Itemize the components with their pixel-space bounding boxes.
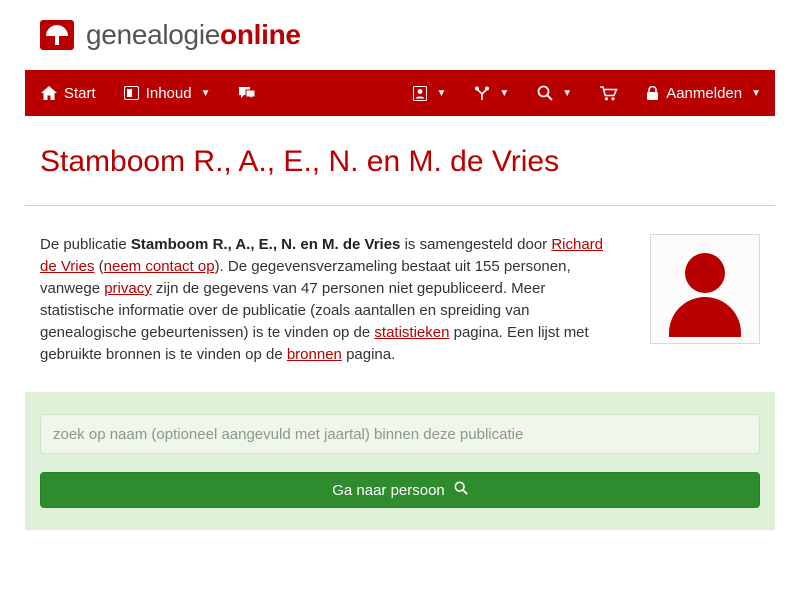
statistics-link[interactable]: statistieken — [374, 324, 450, 341]
nav-item-start-label: Start — [64, 84, 96, 102]
sources-link[interactable]: bronnen — [286, 346, 342, 363]
person-search-panel — [25, 392, 775, 530]
nav-item-cart[interactable] — [586, 70, 632, 116]
main-navigation — [25, 70, 775, 116]
contact-link[interactable]: neem contact op — [103, 258, 215, 275]
go-to-person-button-label: Ga naar persoon — [332, 481, 445, 499]
nav-item-tree-branch[interactable] — [460, 70, 523, 116]
nav-right-group — [399, 70, 775, 116]
intro-text-7: pagina. — [341, 346, 396, 363]
intro-text-5: zijn de gegevens van 47 personen niet gepubliceerd. Meer statistische informatie over de publicatie (zoals aantallen en spreiding van genealogische gebeurtenissen) is te vinden op de — [40, 280, 546, 341]
avatar-body — [669, 297, 741, 337]
home-icon — [41, 86, 57, 100]
shopping-cart-icon — [600, 86, 618, 101]
nav-item-inhoud-label: Inhoud — [145, 84, 192, 102]
page-title: Stamboom R., A., E., N. en M. de Vries — [40, 145, 560, 178]
nav-item-person-card[interactable] — [399, 70, 460, 116]
intro-text-4: ). De gegevensverzameling bestaat uit 155 personen, vanwege — [40, 258, 571, 297]
comments-icon — [238, 86, 256, 100]
intro-text-1: De publicatie — [40, 236, 131, 253]
chevron-down-icon: ▼ — [499, 87, 510, 99]
intro-text-3: ( — [94, 258, 104, 275]
nav-item-aanmelden[interactable] — [632, 70, 775, 116]
search-icon — [537, 85, 553, 101]
lock-icon — [646, 86, 659, 101]
tree-logo-icon[interactable] — [40, 20, 74, 50]
avatar-head — [685, 253, 725, 293]
author-link[interactable]: Richard de Vries — [40, 236, 604, 275]
logo-text-primary: genealogie — [86, 19, 221, 50]
chevron-down-icon: ▼ — [200, 87, 211, 99]
publication-intro — [0, 206, 800, 366]
nav-item-comments[interactable] — [224, 70, 270, 116]
chevron-down-icon: ▼ — [562, 87, 573, 99]
person-placeholder-icon — [665, 249, 745, 329]
chevron-down-icon: ▼ — [436, 87, 447, 99]
chevron-down-icon: ▼ — [751, 87, 761, 99]
nav-item-aanmelden-label: Aanmelden — [666, 84, 743, 102]
logo-text-secondary: online — [220, 19, 301, 50]
book-icon — [124, 86, 139, 100]
go-to-person-button[interactable] — [40, 472, 760, 508]
nav-item-search[interactable] — [523, 70, 586, 116]
nav-item-start[interactable] — [25, 70, 110, 116]
tree-branch-icon — [474, 86, 490, 101]
search-icon — [454, 481, 468, 499]
intro-text-6: pagina. Een lijst met gebruikte bronnen is te vinden op de — [40, 324, 589, 363]
person-card-icon — [413, 86, 427, 101]
nav-item-inhoud[interactable] — [110, 70, 225, 116]
intro-text-2: is samengesteld door — [400, 236, 552, 253]
nav-left-group — [25, 70, 270, 116]
search-input[interactable] — [40, 414, 760, 454]
avatar — [650, 234, 760, 344]
site-logo-text[interactable] — [86, 19, 301, 51]
site-header — [0, 0, 800, 70]
publication-description — [40, 234, 620, 366]
publication-name: Stamboom R., A., E., N. en M. de Vries — [130, 236, 401, 253]
privacy-link[interactable]: privacy — [104, 280, 152, 297]
